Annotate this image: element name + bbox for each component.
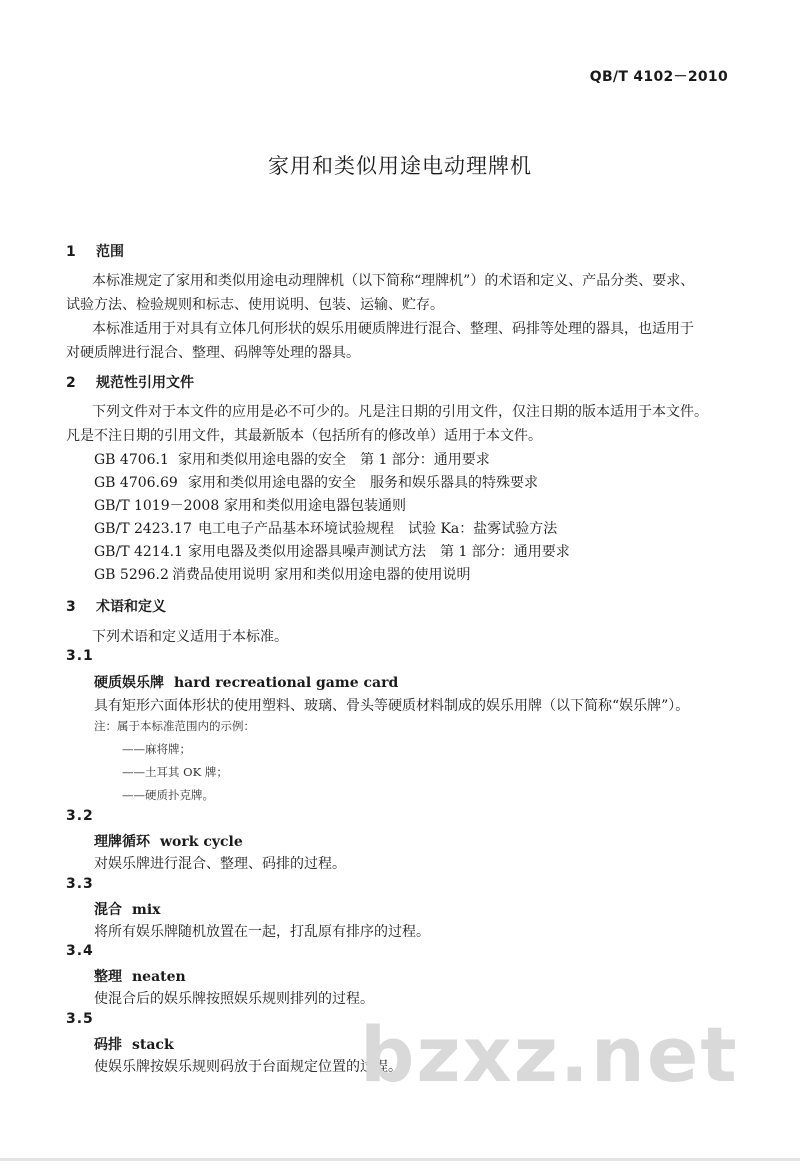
term-en: mix [132, 902, 161, 918]
term-heading [94, 899, 160, 919]
paragraph-line: 本标准规定了家用和类似用途电动理牌机（以下简称“理牌机”）的术语和定义、产品分类、要求、 [92, 273, 695, 289]
term-zh: 整理 [94, 969, 122, 985]
term-number: 3.1 [66, 648, 94, 664]
note-label: 注：属于本标准范围内的示例： [94, 719, 255, 733]
reference-title: 家用和类似用途电器的安全 第 1 部分：通用要求 [178, 452, 490, 468]
term-heading [94, 1034, 174, 1054]
section-number: 3 [66, 599, 76, 615]
reference-code: GB/T 1019－2008 [94, 498, 220, 514]
term-heading [94, 831, 243, 851]
reference-item [94, 541, 570, 561]
section-number: 2 [66, 375, 76, 391]
paragraph-line: 试验方法、检验规则和标志、使用说明、包装、运输、贮存。 [66, 297, 444, 313]
reference-item [94, 449, 490, 469]
reference-code: GB 4706.69 [94, 475, 178, 491]
term-en: neaten [132, 969, 186, 985]
reference-code: GB 5296.2 [94, 567, 169, 583]
note-example: ——土耳其 OK 牌； [122, 765, 228, 779]
standard-code: QB/T 4102－2010 [589, 69, 728, 85]
paragraph-line: 对硬质牌进行混合、整理、码牌等处理的器具。 [66, 345, 360, 361]
term-heading [94, 672, 398, 692]
section-2-heading [66, 372, 194, 392]
section-title: 术语和定义 [96, 599, 166, 615]
paragraph-line: 下列文件对于本文件的应用是必不可少的。凡是注日期的引用文件，仅注日期的版本适用于本文件。 [92, 404, 708, 420]
term-number: 3.5 [66, 1011, 94, 1027]
term-en: hard recreational game card [174, 675, 399, 691]
reference-code: GB 4706.1 [94, 452, 169, 468]
section-1-heading [66, 241, 124, 261]
reference-item [94, 472, 538, 492]
section-number: 1 [66, 244, 76, 260]
reference-item [94, 518, 557, 538]
term-definition: 使混合后的娱乐牌按照娱乐规则排列的过程。 [94, 991, 374, 1007]
paragraph-line: 下列术语和定义适用于本标准。 [92, 629, 288, 645]
term-number: 3.3 [66, 876, 94, 892]
section-title: 范围 [96, 244, 124, 260]
term-en: stack [132, 1037, 174, 1053]
page-bottom-edge [0, 1158, 800, 1161]
term-en: work cycle [160, 834, 243, 850]
term-zh: 码排 [94, 1037, 122, 1053]
term-definition: 具有矩形六面体形状的使用塑料、玻璃、骨头等硬质材料制成的娱乐用牌（以下简称“娱乐牌”）。 [94, 698, 690, 714]
reference-code: GB/T 2423.17 [94, 521, 192, 537]
reference-code: GB/T 4214.1 [94, 544, 183, 560]
term-number: 3.4 [66, 943, 94, 959]
reference-item [94, 564, 470, 584]
term-definition: 对娱乐牌进行混合、整理、码排的过程。 [94, 856, 346, 872]
paragraph-line: 本标准适用于对具有立体几何形状的娱乐用硬质牌进行混合、整理、码排等处理的器具，也适用于 [92, 321, 694, 337]
section-title: 规范性引用文件 [96, 375, 194, 391]
paragraph-line: 凡是不注日期的引用文件，其最新版本（包括所有的修改单）适用于本文件。 [66, 428, 542, 444]
reference-title: 家用和类似用途电器包装通则 [224, 498, 406, 514]
term-definition: 使娱乐牌按娱乐规则码放于台面规定位置的过程。 [94, 1059, 402, 1075]
term-number: 3.2 [66, 808, 94, 824]
reference-item [94, 495, 406, 515]
reference-title: 消费品使用说明 家用和类似用途电器的使用说明 [172, 567, 471, 583]
term-definition: 将所有娱乐牌随机放置在一起，打乱原有排序的过程。 [94, 924, 430, 940]
term-zh: 混合 [94, 902, 122, 918]
note-example: ——麻将牌； [122, 742, 191, 756]
section-3-heading [66, 596, 166, 616]
reference-title: 家用和类似用途电器的安全 服务和娱乐器具的特殊要求 [188, 475, 538, 491]
note-example: ——硬质扑克牌。 [122, 788, 214, 802]
document-title: 家用和类似用途电动理牌机 [268, 154, 532, 178]
term-heading [94, 966, 186, 986]
reference-title: 电工电子产品基本环境试验规程 试验 Ka：盐雾试验方法 [198, 521, 558, 537]
watermark: bzxz.net [360, 1010, 739, 1099]
reference-title: 家用电器及类似用途器具噪声测试方法 第 1 部分：通用要求 [188, 544, 570, 560]
term-zh: 硬质娱乐牌 [94, 675, 164, 691]
term-zh: 理牌循环 [94, 834, 150, 850]
